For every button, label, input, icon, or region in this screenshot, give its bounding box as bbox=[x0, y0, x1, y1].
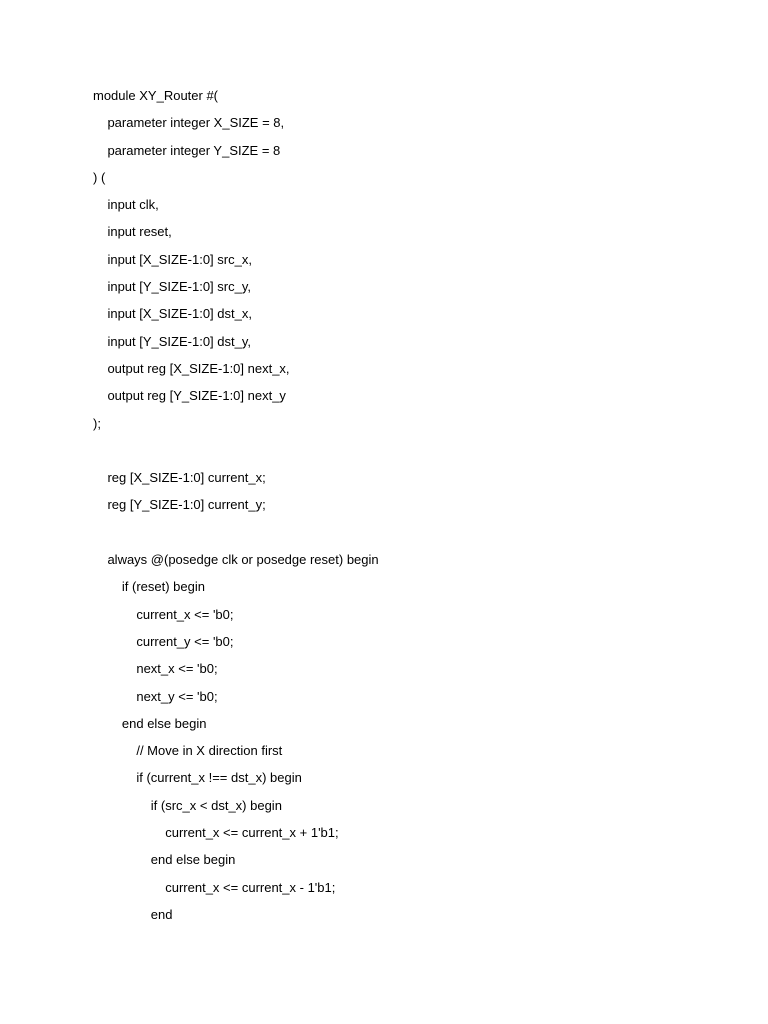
code-line: input [Y_SIZE-1:0] src_y, bbox=[93, 279, 251, 295]
code-line: module XY_Router #( bbox=[93, 88, 219, 103]
code-line: current_x <= current_x - 1'b1; bbox=[93, 879, 336, 895]
code-line: always @(posedge clk or posedge reset) begin bbox=[93, 552, 379, 568]
code-line: end else begin bbox=[93, 715, 207, 731]
code-line: end else begin bbox=[93, 852, 236, 868]
code-line: input [X_SIZE-1:0] dst_x, bbox=[93, 306, 252, 322]
code-line: output reg [X_SIZE-1:0] next_x, bbox=[93, 360, 290, 376]
code-line: if (src_x < dst_x) begin bbox=[93, 797, 282, 813]
code-line: current_x <= current_x + 1'b1; bbox=[93, 825, 339, 841]
code-line: input clk, bbox=[93, 197, 159, 213]
code-line: input reset, bbox=[93, 224, 172, 240]
code-line: parameter integer Y_SIZE = 8 bbox=[93, 142, 281, 158]
code-line: next_x <= 'b0; bbox=[93, 661, 218, 677]
code-line: current_y <= 'b0; bbox=[93, 633, 234, 649]
code-line: if (current_x !== dst_x) begin bbox=[93, 770, 302, 786]
code-line: end bbox=[93, 906, 173, 922]
blank-line bbox=[93, 519, 693, 546]
code-line: input [X_SIZE-1:0] src_x, bbox=[93, 251, 252, 267]
code-line: ); bbox=[93, 415, 101, 431]
code-line: ) ( bbox=[93, 169, 106, 185]
code-line: input [Y_SIZE-1:0] dst_y, bbox=[93, 333, 251, 349]
code-line: next_y <= 'b0; bbox=[93, 688, 218, 704]
blank-line bbox=[93, 437, 693, 464]
code-block bbox=[93, 82, 693, 928]
code-line: if (reset) begin bbox=[93, 579, 205, 595]
code-line: reg [Y_SIZE-1:0] current_y; bbox=[93, 497, 266, 513]
code-line: current_x <= 'b0; bbox=[93, 606, 234, 622]
code-comment-line: // Move in X direction first bbox=[93, 743, 283, 759]
code-line: output reg [Y_SIZE-1:0] next_y bbox=[93, 388, 286, 404]
code-line: reg [X_SIZE-1:0] current_x; bbox=[93, 470, 266, 486]
code-line: parameter integer X_SIZE = 8, bbox=[93, 115, 285, 131]
